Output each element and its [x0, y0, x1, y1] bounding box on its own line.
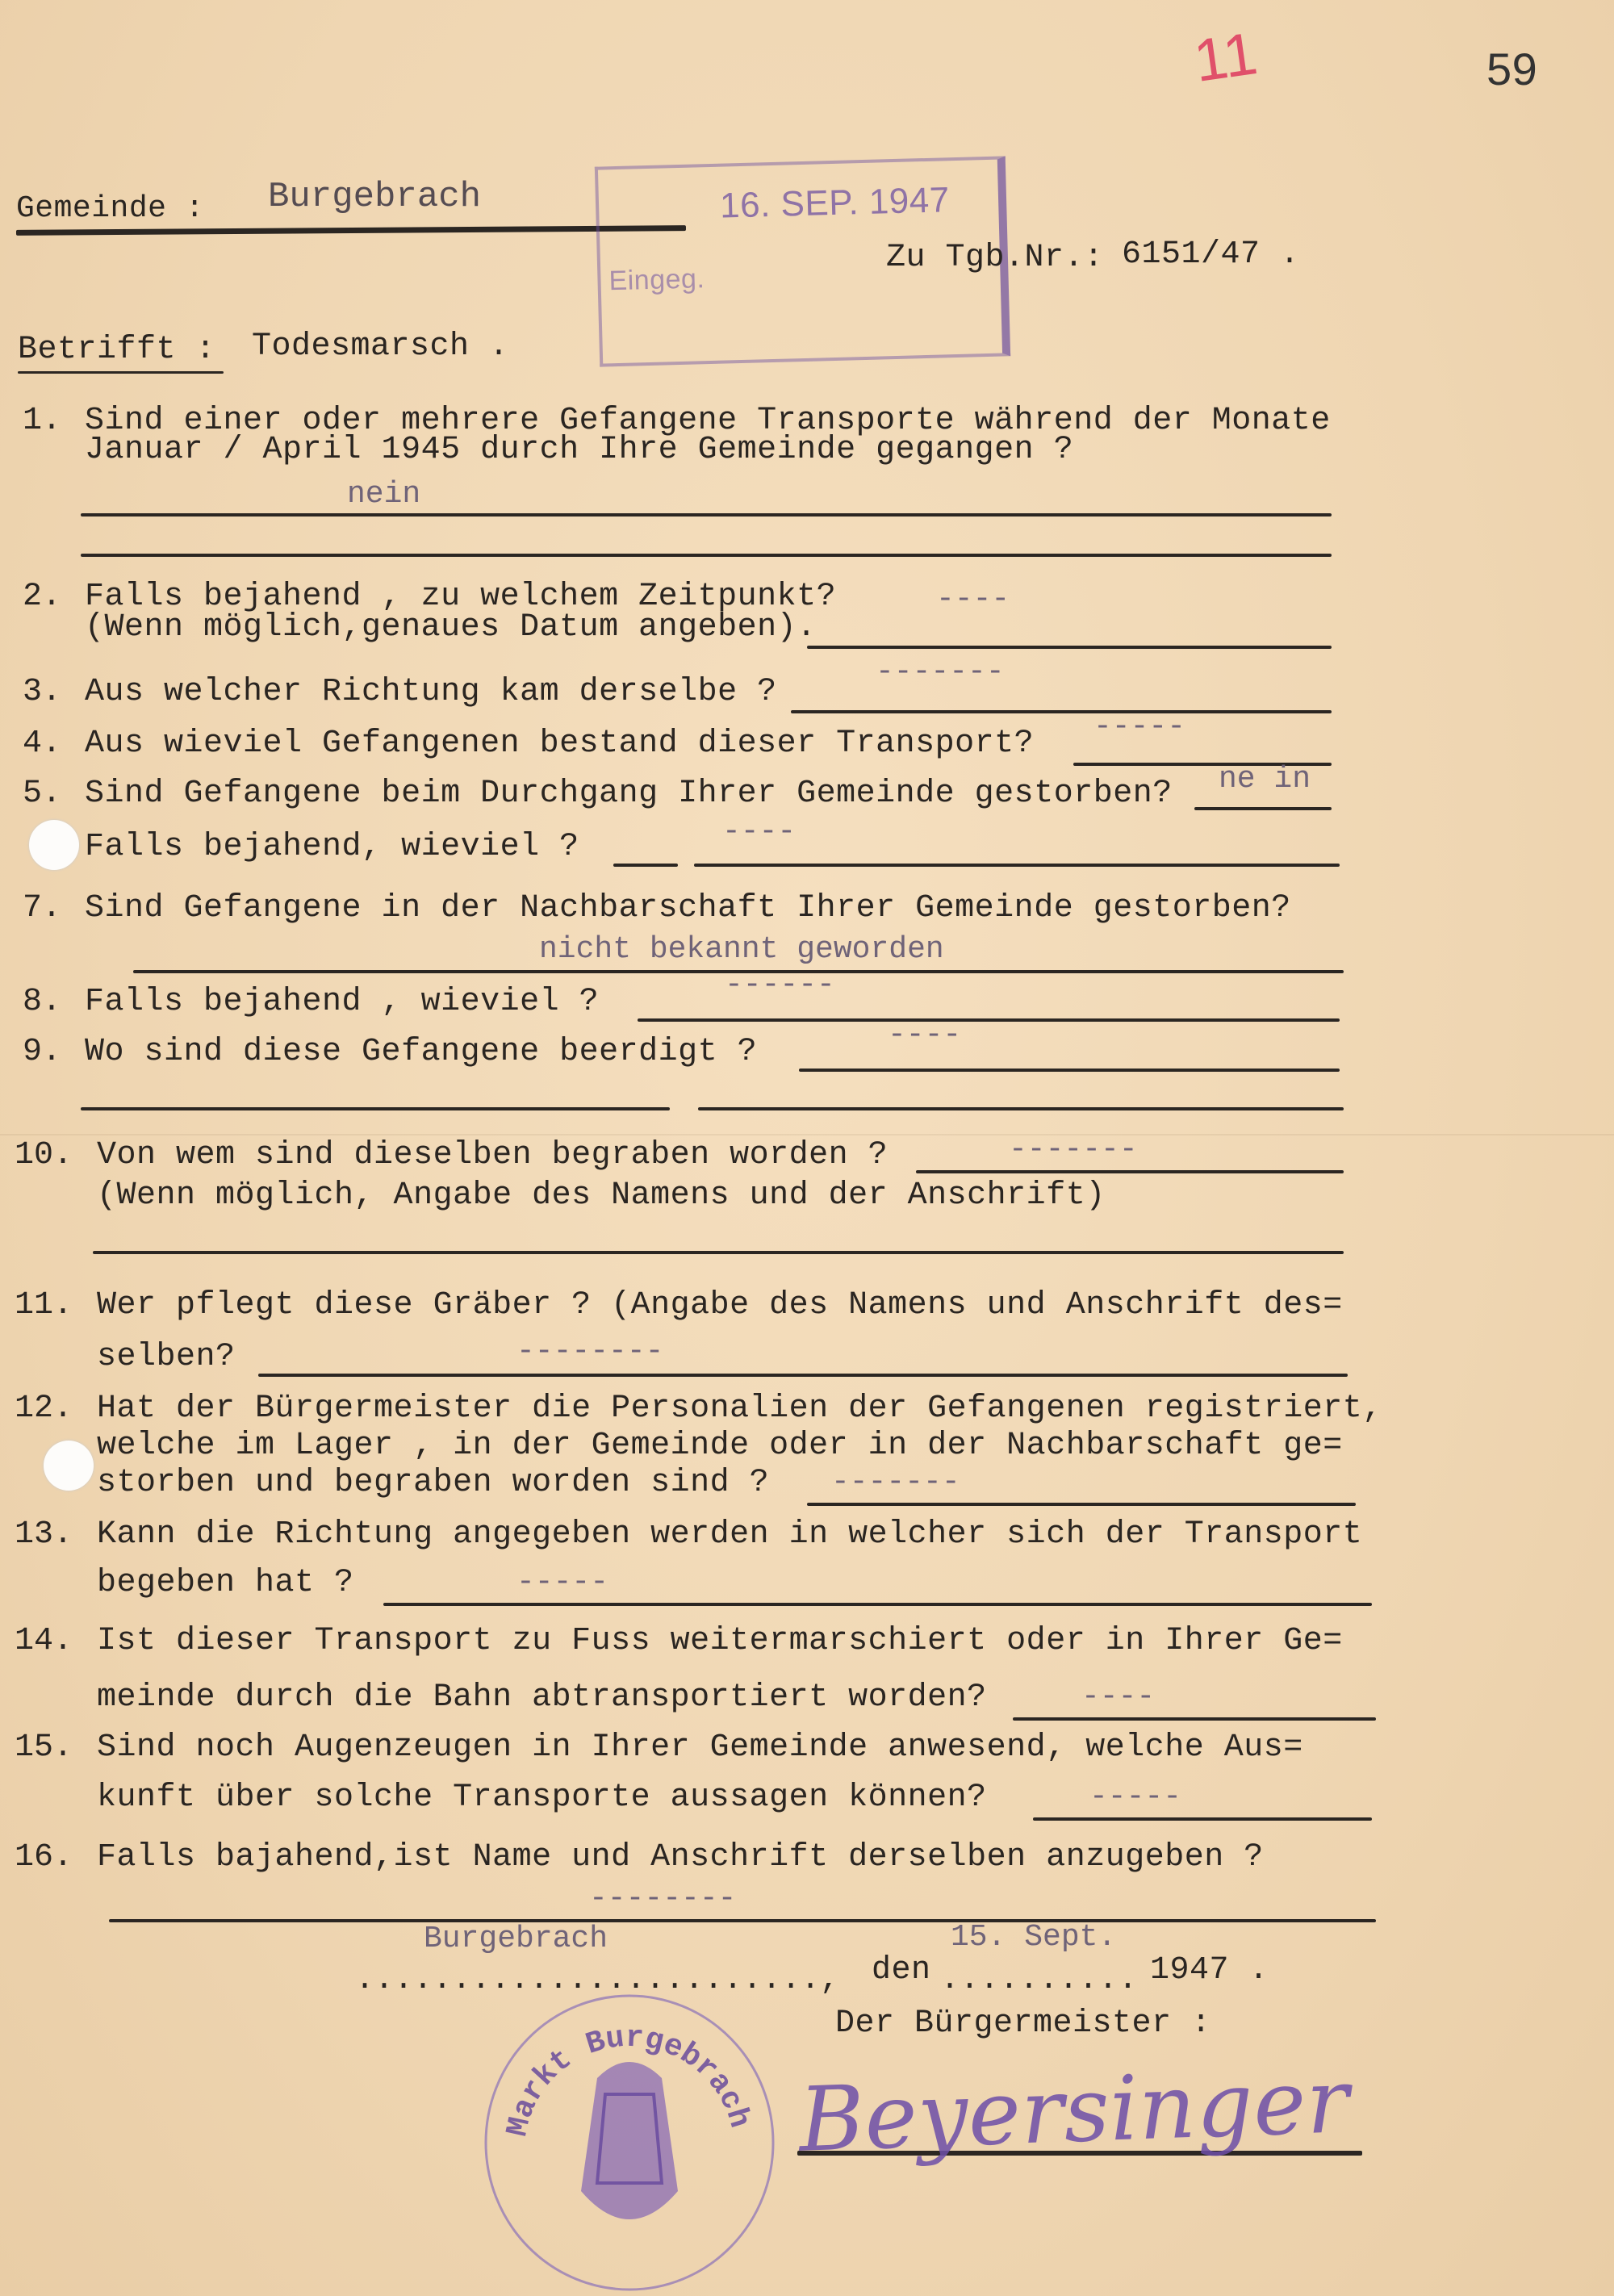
answer-line: [799, 1069, 1340, 1072]
question-number: 5.: [23, 776, 62, 812]
answer-field[interactable]: ----: [1081, 1679, 1156, 1714]
answer-field[interactable]: -----: [1089, 1780, 1182, 1814]
date: 15. Sept.: [951, 1920, 1117, 1955]
red-folio-mark: 11: [1190, 19, 1262, 95]
question-number: 11.: [15, 1287, 73, 1324]
answer-field[interactable]: -----: [1093, 709, 1186, 744]
den-label: den: [872, 1952, 931, 1989]
answer-line: [694, 864, 1340, 867]
question-text: Sind noch Augenzeugen in Ihrer Gemeinde anwesend, welche Aus=: [97, 1729, 1303, 1766]
stamp-label: Eingeg.: [608, 263, 705, 297]
question-text: Ist dieser Transport zu Fuss weitermarschiert oder in Ihrer Ge=: [97, 1623, 1343, 1659]
answer-line: [93, 1251, 1344, 1254]
question-text: storben und begraben worden sind ?: [97, 1465, 770, 1501]
question-text: meinde durch die Bahn abtransportiert worden?: [97, 1679, 987, 1716]
answer-line: [807, 646, 1332, 649]
signer-title: Der Bürgermeister :: [835, 2005, 1211, 2042]
place: Burgebrach: [424, 1922, 608, 1956]
question-text: Aus wieviel Gefangenen bestand dieser Transport?: [85, 726, 1035, 762]
tgb-label: Zu Tgb.Nr.:: [886, 240, 1104, 276]
betrifft-value: Todesmarsch .: [252, 328, 509, 365]
answer-line: [807, 1503, 1356, 1506]
question-text: Falls bejahend , zu welchem Zeitpunkt?: [85, 579, 837, 615]
answer-line: [81, 554, 1332, 557]
question-number: 10.: [15, 1137, 73, 1173]
paper-fold: [0, 1134, 1614, 1135]
question-text: Wer pflegt diese Gräber ? (Angabe des Namens und Anschrift des=: [97, 1287, 1343, 1324]
answer-line: [613, 864, 678, 867]
answer-field[interactable]: -----: [516, 1565, 609, 1600]
tgb-value: 6151/47 .: [1122, 236, 1300, 273]
question-text: Wo sind diese Gefangene beerdigt ?: [85, 1034, 758, 1070]
answer-field[interactable]: -------: [876, 655, 1005, 689]
question-number: 7.: [23, 890, 62, 926]
answer-line: [383, 1603, 1372, 1606]
question-text: Sind Gefangene in der Nachbarschaft Ihrer Gemeinde gestorben?: [85, 890, 1291, 926]
signature: Beyersinger: [797, 2049, 1351, 2172]
answer-field[interactable]: nein: [347, 477, 421, 512]
question-text: Falls bajahend,ist Name und Anschrift derselben anzugeben ?: [97, 1839, 1264, 1876]
answer-line: [258, 1374, 1348, 1377]
question-number: 12.: [15, 1391, 73, 1427]
answer-line: [698, 1107, 1344, 1110]
question-text: Aus welcher Richtung kam derselbe ?: [85, 674, 777, 710]
question-text: Kann die Richtung angegeben werden in welcher sich der Transport: [97, 1516, 1363, 1553]
question-text: kunft über solche Transporte aussagen können?: [97, 1780, 987, 1816]
question-text: Januar / April 1945 durch Ihre Gemeinde gegangen ?: [85, 432, 1074, 468]
answer-field[interactable]: ----: [888, 1018, 962, 1052]
answer-field[interactable]: --------: [589, 1881, 737, 1916]
question-number: 2.: [23, 579, 62, 615]
question-text: Von wem sind dieselben begraben worden ?: [97, 1137, 889, 1173]
answer-line: [638, 1018, 1340, 1022]
underline: [16, 225, 686, 236]
answer-field[interactable]: ----: [936, 582, 1010, 617]
punch-hole: [29, 820, 79, 870]
answer-line: [81, 1107, 670, 1110]
page-number: 59: [1486, 44, 1538, 94]
answer-field[interactable]: ----: [722, 814, 797, 849]
question-number: 3.: [23, 674, 62, 710]
question-number: 15.: [15, 1729, 73, 1766]
question-text: begeben hat ?: [97, 1565, 354, 1601]
answer-line: [1033, 1817, 1372, 1821]
answer-line: [81, 513, 1332, 516]
question-number: 9.: [23, 1034, 62, 1070]
place-dots: ........................,: [355, 1962, 840, 1998]
gemeinde-label: Gemeinde :: [16, 191, 205, 226]
answer-field[interactable]: --------: [516, 1334, 664, 1369]
question-text: Sind Gefangene beim Durchgang Ihrer Gemeinde gestorben?: [85, 776, 1173, 812]
question-number: 1.: [23, 403, 62, 439]
answer-line: [916, 1170, 1344, 1173]
answer-line: [109, 1919, 1376, 1922]
gemeinde-value: Burgebrach: [268, 177, 482, 217]
answer-field[interactable]: -------: [1009, 1132, 1138, 1167]
answer-line: [1013, 1717, 1376, 1721]
question-number: 8.: [23, 984, 62, 1020]
question-text: welche im Lager , in der Gemeinde oder in der Nachbarschaft ge=: [97, 1428, 1343, 1464]
question-text: (Wenn möglich,genaues Datum angeben).: [85, 609, 817, 646]
question-text: selben?: [97, 1339, 236, 1375]
date-dots: ..........: [940, 1962, 1139, 1998]
question-text: Falls bejahend, wieviel ?: [85, 829, 579, 865]
question-text: Hat der Bürgermeister die Personalien der Gefangenen registriert,: [97, 1391, 1382, 1427]
punch-hole: [44, 1441, 94, 1491]
seal-text: Markt Burgebrach: [500, 2020, 757, 2140]
answer-field[interactable]: nicht bekannt geworden: [539, 932, 944, 967]
question-text: (Wenn möglich, Angabe des Namens und der Anschrift): [97, 1177, 1106, 1214]
answer-field[interactable]: ------: [725, 968, 835, 1002]
question-text: Falls bejahend , wieviel ?: [85, 984, 600, 1020]
answer-field[interactable]: ne in: [1219, 762, 1311, 797]
answer-line: [1194, 807, 1332, 810]
municipal-seal: [476, 1989, 783, 2296]
question-number: 4.: [23, 726, 62, 762]
question-number: 14.: [15, 1623, 73, 1659]
question-text: Sind einer oder mehrere Gefangene Transporte während der Monate: [85, 403, 1331, 439]
underline: [18, 371, 224, 374]
betrifft-label: Betrifft :: [18, 332, 216, 368]
stamp-date: 16. SEP. 1947: [719, 180, 951, 226]
year: 1947 .: [1150, 1952, 1269, 1989]
question-number: 16.: [15, 1839, 73, 1876]
question-number: 13.: [15, 1516, 73, 1553]
answer-field[interactable]: -------: [831, 1465, 960, 1499]
answer-line: [791, 710, 1332, 713]
